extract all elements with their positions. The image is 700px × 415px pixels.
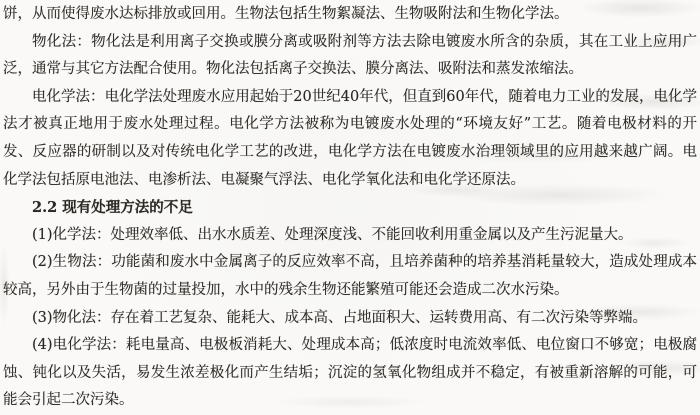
list-item-1-chemical-method-drawbacks: (1)化学法：处理效率低、出水水质差、处理深度浅、不能回收利用重金属以及产生污泥量大。 (32, 226, 633, 243)
section-heading-2-2: 2.2 现有处理方法的不足 (32, 199, 193, 217)
list-item-4-electrochemical-method-drawbacks: (4)电化学法：耗电量高、电极板消耗大、处理成本高；低浓度时电流效率低、电位窗口不够宽；电极腐蚀、钝化以及失活，易发生浓差极化而产生结垢；沉淀的氢氧化物组成并不稳定，有被重新溶解的可能，可能会引起二次污染。 (3, 337, 697, 409)
list-item-3-physicochemical-method-drawbacks: (3)物化法：存在着工艺复杂、能耗大、成本高、占地面积大、运转费用高、有二次污染等弊端。 (32, 309, 648, 326)
paragraph-biological-method-continuation: 饼，从而使得废水达标排放或回用。生物法包括生物絮凝法、生物吸附法和生物化学法。 (3, 6, 569, 22)
paragraph-physicochemical-method: 物化法：物化法是利用离子交换或膜分离或吸附剂等方法去除电镀废水所含的杂质，其在工业上应用广泛，通常与其它方法配合使用。物化法包括离子交换法、膜分离法、吸附法和蒸发浓缩法。 (3, 33, 697, 78)
paragraph-electrochemical-method: 电化学法：电化学法处理废水应用起始于20世纪40年代，但直到60年代，随着电力工业的发展，电化学法才被真正地用于废水处理过程。电化学方法被称为电镀废水处理的“环境友好”工艺。随着电极材料的开发、反应器的研制以及对传统电化学工艺的改进，电化学方法在电镀废水治理领域里的应用越来越广阔。电化学法包括原电池法、电渗析法、电凝聚气浮法、电化学氧化法和电化学还原法。 (3, 88, 697, 188)
list-item-2-biological-method-drawbacks: (2)生物法：功能菌和废水中金属离子的反应效率不高，且培养菌种的培养基消耗量较大，造成处理成本较高，另外由于生物菌的过量投加，水中的残余生物还能繁殖可能还会造成二次水污染。 (3, 254, 697, 298)
